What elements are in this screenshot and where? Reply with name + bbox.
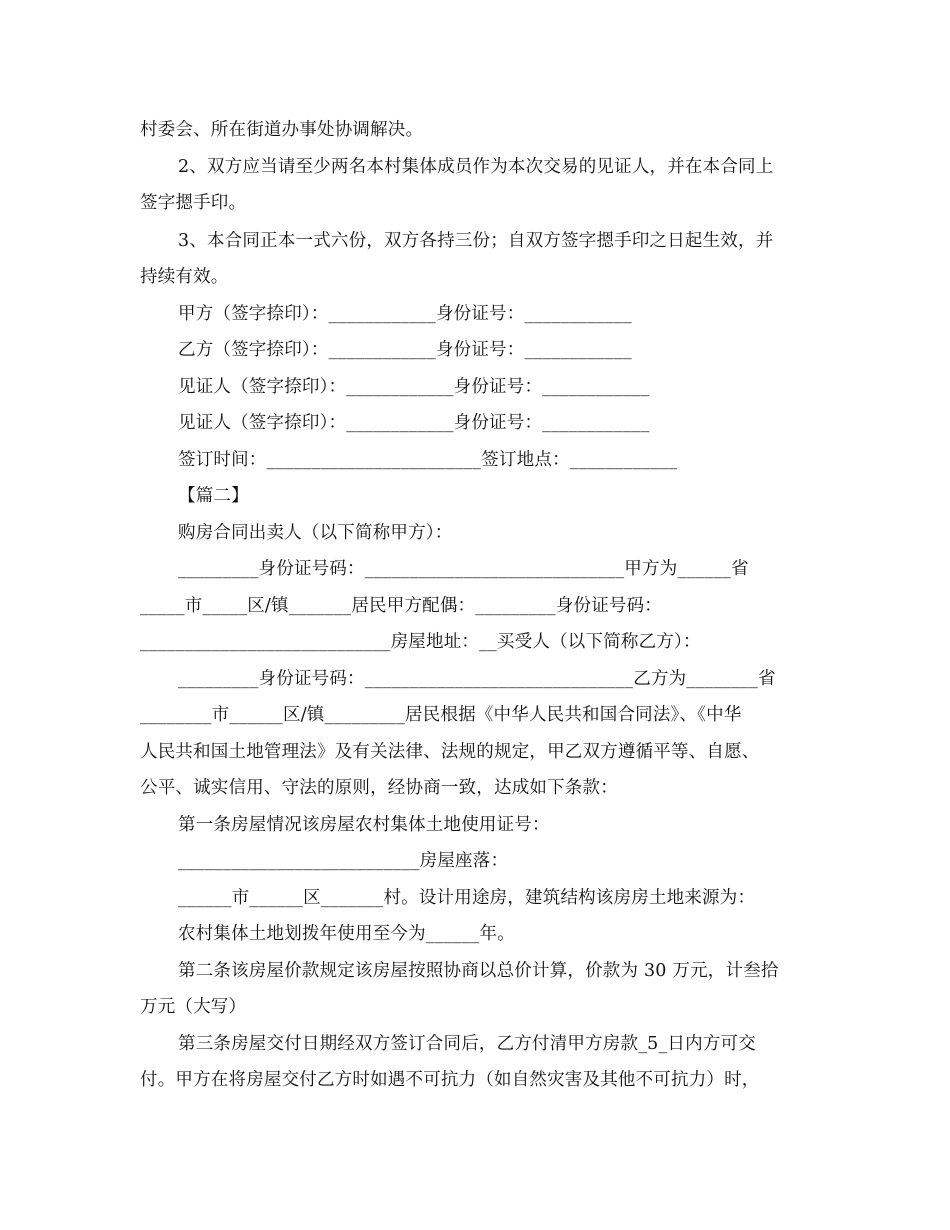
- text-line: _________身份证号码：______________________________乙方为________省: [178, 669, 776, 689]
- text-line: 公平、诚实信用、守法的原则，经协商一致，达成如下条款：: [140, 778, 618, 798]
- text-line: ____________________________房屋地址：__买受人（以下简称乙方）：: [140, 632, 701, 652]
- text-line: ______市______区_______村。设计用途房，建筑结构该房房土地来源为：: [178, 888, 756, 908]
- text-line: _________身份证号码：_____________________________甲方为______省: [178, 559, 749, 579]
- text-line: 2、双方应当请至少两名本村集体成员作为本次交易的见证人，并在本合同上: [178, 157, 774, 177]
- text-line: 持续有效。: [140, 267, 229, 287]
- signature-line: 签订时间：________________________签订地点：____________: [178, 450, 678, 470]
- signature-line: 见证人（签字捺印）：____________身份证号：____________: [178, 377, 650, 397]
- text-line: 3、本合同正本一式六份，双方各持三份；自双方签字摁手印之日起生效，并: [178, 231, 774, 251]
- signature-line: 甲方（签字捺印）：____________身份证号：____________: [178, 304, 632, 324]
- text-line: 付。甲方在将房屋交付乙方时如遇不可抗力（如自然灾害及其他不可抗力）时，: [140, 1070, 760, 1090]
- text-line: 村委会、所在街道办事处协调解决。: [140, 120, 424, 140]
- text-line: ___________________________房屋座落：: [178, 851, 509, 871]
- text-line: _____市_____区/镇_______居民甲方配偶：_________身份证号码：: [140, 596, 662, 616]
- text-line: 第三条房屋交付日期经双方签订合同后，乙方付清甲方房款_5_日内方可交: [178, 1034, 756, 1054]
- text-line: 万元（大写）: [140, 997, 247, 1017]
- section-heading: 【篇二】: [178, 486, 249, 506]
- text-line: 第二条该房屋价款规定该房屋按照协商以总价计算，价款为 30 万元，计叁拾: [178, 961, 779, 981]
- signature-line: 乙方（签字捺印）：____________身份证号：____________: [178, 340, 632, 360]
- text-line: 签字摁手印。: [140, 193, 247, 213]
- text-line: 农村集体土地划拨年使用至今为______年。: [178, 924, 515, 944]
- text-line: 第一条房屋情况该房屋农村集体土地使用证号：: [178, 815, 550, 835]
- text-line: 购房合同出卖人（以下简称甲方）：: [178, 523, 453, 543]
- text-line: 人民共和国土地管理法》及有关法律、法规的规定，甲乙双方遵循平等、自愿、: [140, 742, 760, 762]
- signature-line: 见证人（签字捺印）：____________身份证号：____________: [178, 413, 650, 433]
- text-line: ________市______区/镇_________居民根据《中华人民共和国合同法》、《中华: [140, 705, 742, 725]
